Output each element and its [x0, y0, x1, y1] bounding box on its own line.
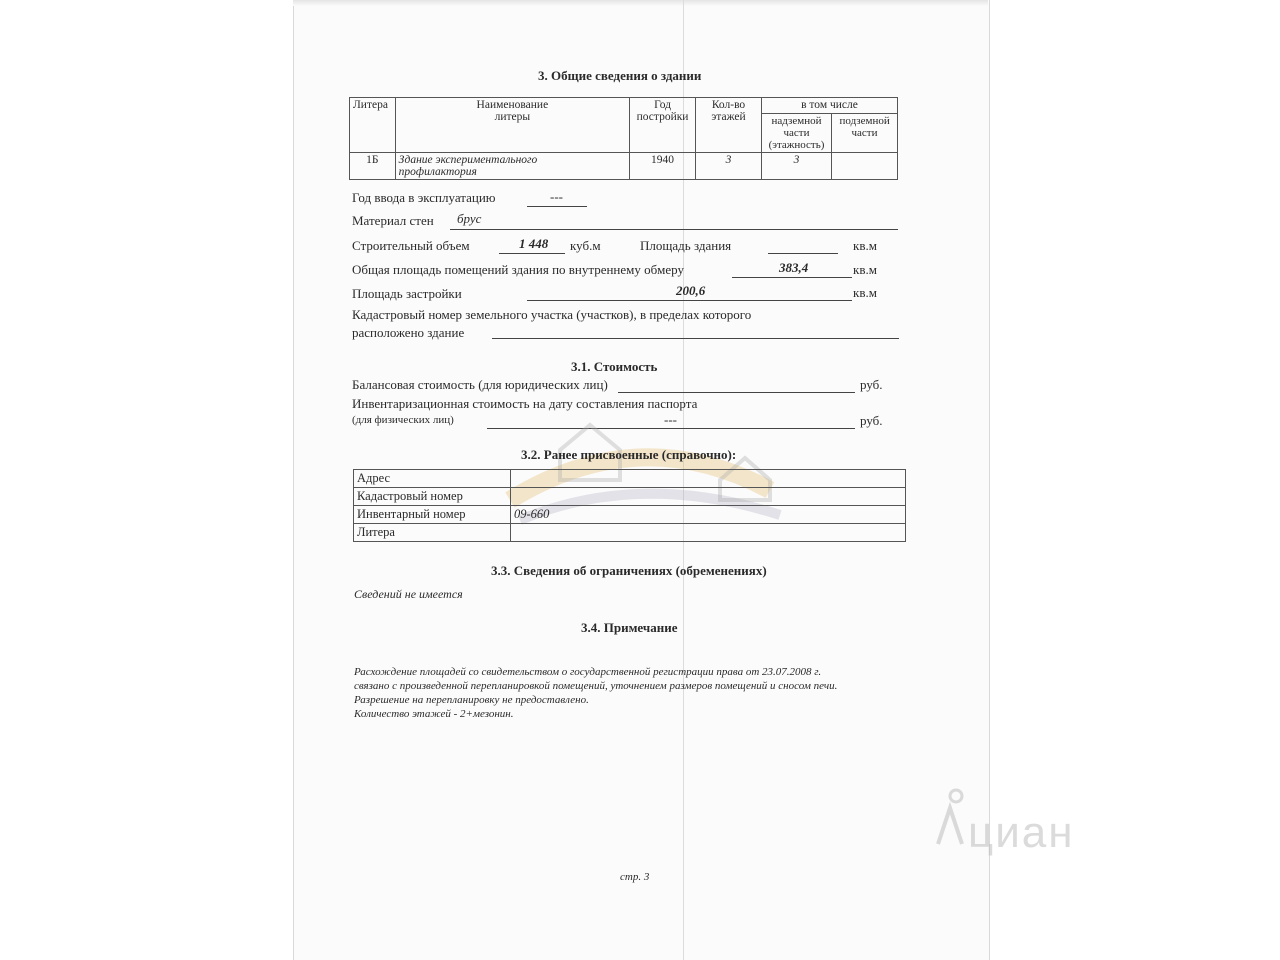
inventory-label-1: Инвентаризационная стоимость на дату составления паспорта: [352, 396, 698, 411]
cell-floors: 3: [696, 153, 762, 180]
note-line: связано с произведенной перепланировкой помещений, уточнением размеров помещений и сносом печи.: [354, 680, 838, 692]
year-commission-underline: [527, 206, 587, 207]
volume-value: 1 448: [519, 236, 549, 251]
building-table: [349, 97, 898, 180]
cell-name: Здание экспериментального профилактория: [395, 153, 629, 180]
section-33-title: 3.3. Сведения об ограничениях (обременениях): [491, 563, 767, 578]
page-top-edge: [293, 0, 988, 6]
walls-label: Материал стен: [352, 213, 434, 228]
footprint-label: Площадь застройки: [352, 286, 462, 301]
cell-litera: 1Б: [350, 153, 396, 180]
total-area-underline: [732, 277, 852, 278]
building-area-underline: [768, 253, 838, 254]
prev-row-label: Литера: [354, 524, 511, 542]
footprint-underline: [527, 300, 852, 301]
page-number: стр. 3: [620, 871, 650, 883]
volume-label: Строительный объем: [352, 238, 470, 253]
footprint-value: 200,6: [676, 283, 706, 298]
inventory-label-2: (для физических лиц): [352, 414, 454, 426]
cell-below: [832, 153, 898, 180]
year-commission-label: Год ввода в эксплуатацию: [352, 190, 496, 205]
cian-logo-icon: [934, 786, 970, 846]
header-name: Наименование литеры: [395, 98, 629, 153]
balance-underline: [618, 392, 855, 393]
year-commission-value: ---: [550, 189, 563, 204]
building-area-unit: кв.м: [853, 238, 877, 253]
volume-underline: [499, 253, 565, 254]
balance-label: Балансовая стоимость (для юридических лиц): [352, 377, 608, 392]
header-including: в том числе: [761, 98, 897, 114]
total-area-label: Общая площадь помещений здания по внутреннему обмеру: [352, 262, 684, 277]
walls-underline: [450, 229, 898, 230]
prev-row-label: Адрес: [354, 470, 511, 488]
note-line: Расхождение площадей со свидетельством о государственной регистрации права от 23.07.2008 г.: [354, 666, 822, 678]
note-line: Разрешение на перепланировку не предоставлено.: [354, 694, 589, 706]
section-31-title: 3.1. Стоимость: [571, 359, 658, 374]
header-floors: Кол-во этажей: [696, 98, 762, 153]
section-34-title: 3.4. Примечание: [581, 620, 678, 635]
total-area-value: 383,4: [779, 260, 809, 275]
prev-row-value: [511, 524, 906, 542]
walls-value: брус: [457, 211, 482, 226]
cadastral-label-1: Кадастровый номер земельного участка (участков), в пределах которого: [352, 307, 752, 322]
prev-row-value: [511, 488, 906, 506]
cadastral-underline: [492, 338, 899, 339]
note-line: Количество этажей - 2+мезонин.: [354, 708, 514, 720]
section-32-title: 3.2. Ранее присвоенные (справочно):: [521, 447, 737, 462]
volume-unit: куб.м: [570, 238, 601, 253]
balance-unit: руб.: [860, 377, 883, 392]
cell-above: 3: [761, 153, 831, 180]
prev-row-value: 09-660: [511, 506, 906, 524]
prev-row-label: Инвентарный номер: [354, 506, 511, 524]
footprint-unit: кв.м: [853, 285, 877, 300]
cell-year: 1940: [630, 153, 696, 180]
inventory-value: ---: [664, 412, 677, 427]
total-area-unit: кв.м: [853, 262, 877, 277]
header-year: Год постройки: [630, 98, 696, 153]
prev-row-value: [511, 470, 906, 488]
header-litera: Литера: [350, 98, 396, 153]
header-above-ground: надземной части (этажность): [761, 114, 831, 153]
building-area-label: Площадь здания: [640, 238, 732, 253]
section-33-text: Сведений не имеется: [354, 587, 463, 601]
cian-watermark: циан: [968, 808, 1075, 857]
previous-ids-table: [353, 469, 906, 542]
cadastral-label-2: расположено здание: [352, 325, 465, 340]
inventory-unit: руб.: [860, 413, 883, 428]
prev-row-label: Кадастровый номер: [354, 488, 511, 506]
header-below-ground: подземной части: [832, 114, 898, 153]
section-3-title: 3. Общие сведения о здании: [538, 68, 702, 83]
